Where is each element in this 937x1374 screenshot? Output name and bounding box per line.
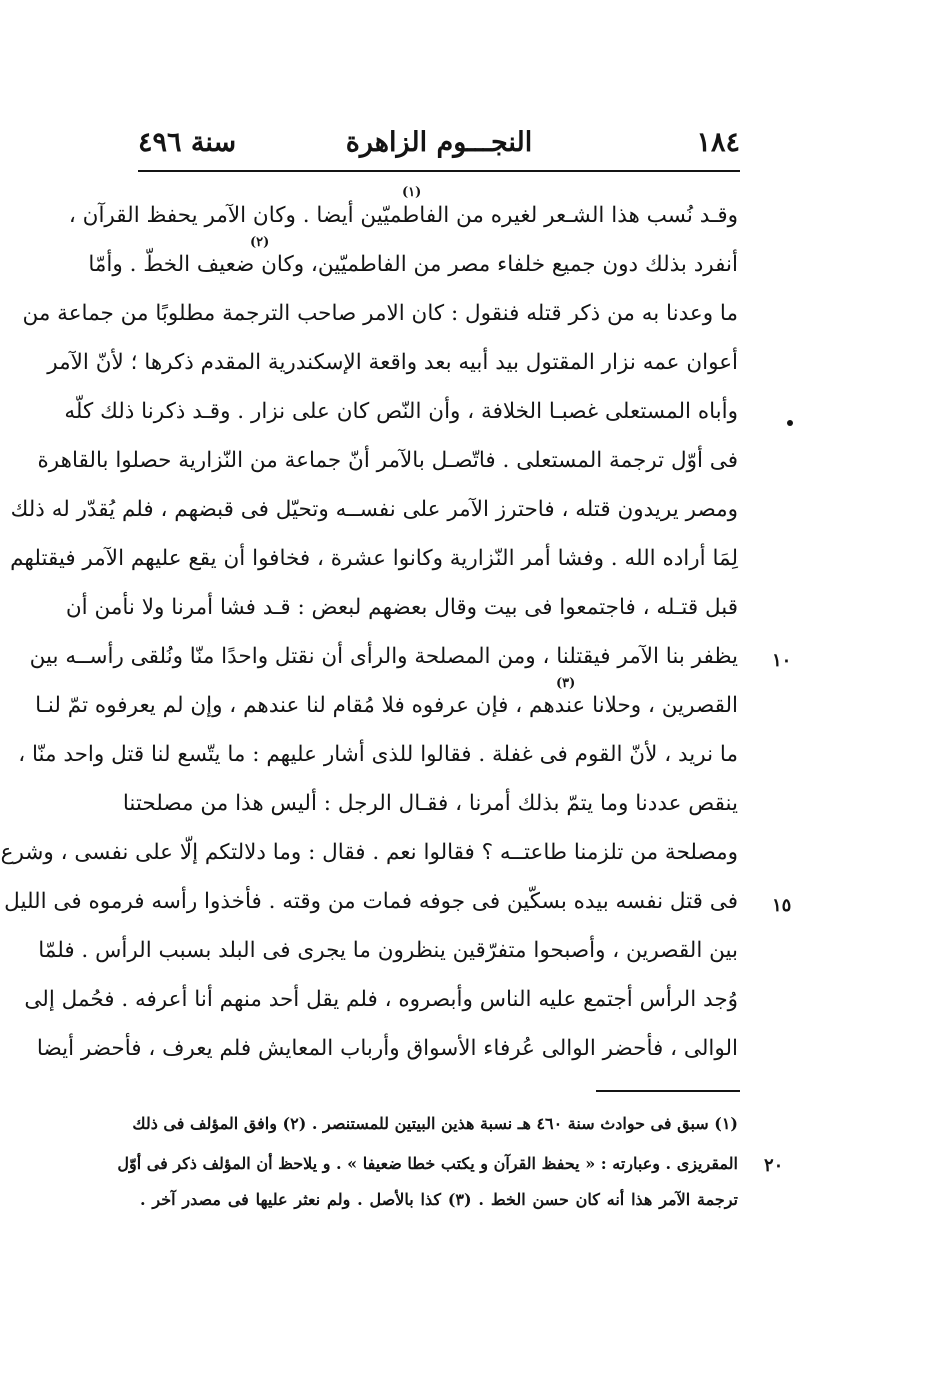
footnote-line: ترجمة الآمر هذا أنه كان حسن الخط . (٣) كذا بالأصل . ولم نعثر عليها فى مصدر آخر . [140, 1190, 738, 1209]
body-line: أنفرد بذلك دون جميع خلفاء مصر من الفاطميّين، وكان ضعيف الخطّ . وأمّا [88, 252, 738, 277]
margin-line-number-15: ١٥ [772, 895, 792, 916]
body-line: لِمَا أراده الله . وفشا أمر النّزارية وكانوا عشرة ، فخافوا أن يقع عليهم الآمر فيقتلهم [10, 546, 738, 571]
body-line: يظفر بنا الآمر فيقتلنا ، ومن المصلحة والرأى أن نقتل واحدًا منّا ونُلقى رأســه بين [29, 644, 738, 669]
body-line: القصرين ، وحلانا عندهم ، فإن عرفوه فلا مُقام لنا عندهم ، وإن لم يعرفوه تمّ لنـا [35, 693, 738, 718]
footnote-mark-1: (١) [402, 185, 422, 200]
body-line: أعوان عمه نزار المقتول بيد أبيه بعد واقعة الإسكندرية المقدم ذكرها ؛ لأنّ الآمر [47, 350, 738, 375]
body-line: ومصر يريدون قتله ، فاحترز الآمر على نفســه وتحيّل فى قبضهم ، فلم يُقدّر له ذلك [10, 497, 738, 522]
body-line: ما نريد ، لأنّ القوم فى غفلة . فقالوا للذى أشار عليهم : ما يتّسع لنا قتل واحد منّا ، [18, 742, 738, 767]
body-line: فى أوّل ترجمة المستعلى . فاتّصـل بالآمر أنّ جماعة من النّزارية حصلوا بالقاهرة [37, 448, 738, 473]
margin-bullet [787, 420, 793, 426]
body-line: وأباه المستعلى غصبـا الخلافة ، وأن النّص كان على نزار . وقـد ذكرنا ذلك كلّه [64, 399, 738, 424]
footnote-rule [596, 1090, 740, 1092]
footnote-line: المقريزى . وعبارته : « يحفظ القرآن و يكتب خطا ضعيفا » . و يلاحظ أن المؤلف ذكر فى أوّل [117, 1154, 738, 1173]
book-title: النجـــوم الزاهرة [345, 127, 533, 158]
running-header [138, 122, 740, 168]
body-line: ومصلحة من تلزمنا طاعتــه ؟ فقالوا نعم . فقال : وما دلالتكم إلّا على نفسى ، وشرع [0, 840, 738, 865]
body-line: ما وعدنا به من ذكر قتله فنقول : كان الامر صاحب الترجمة مطلوبًا من جماعة من [22, 301, 738, 326]
body-line: وقـد نُسب هذا الشـعر لغيره من الفاطميّين أيضا . وكان الآمر يحفظ القرآن ، [68, 203, 738, 228]
year-label: سنة ٤٩٦ [138, 127, 237, 158]
body-line: فى قتل نفسه بيده بسكّين فى جوفه فمات من وقته . فأخذوا رأسه فرموه فى الليل [4, 889, 738, 914]
header-rule [138, 170, 740, 172]
margin-line-number-10: ١٠ [772, 650, 792, 671]
page-number: ١٨٤ [696, 127, 740, 158]
footnote-mark-2: (٢) [250, 235, 270, 250]
body-line: الوالى ، فأحضر الوالى عُرفاء الأسواق وأرباب المعايش فلم يعرف ، فأحضر أيضا [36, 1036, 738, 1061]
body-line: قبل قتـله ، فاجتمعوا فى بيت وقال بعضهم لبعض : قـد فشا أمرنا ولا نأمن أن [65, 595, 738, 620]
footnote-mark-3: (٣) [556, 676, 576, 691]
body-line: وُجد الرأس أجتمع عليه الناس وأبصروه ، فلم يقل أحد منهم أنا أعرفه . فحُمل إلى [24, 987, 738, 1012]
margin-line-number-20: ٢٠ [764, 1155, 784, 1176]
footnote-line: (١) سبق فى حوادث سنة ٤٦٠ هـ نسبة هذين البيتين للمستنصر . (٢) وافق المؤلف فى ذلك [132, 1114, 738, 1133]
body-line: بين القصرين ، وأصبحوا متفرّقين ينظرون ما يجرى فى البلد بسبب الرأس . فلمّا [38, 938, 738, 963]
body-line: ينقص عددنا وما يتمّ بذلك أمرنا ، فقـال الرجل : أليس هذا من مصلحتنا [122, 791, 738, 816]
